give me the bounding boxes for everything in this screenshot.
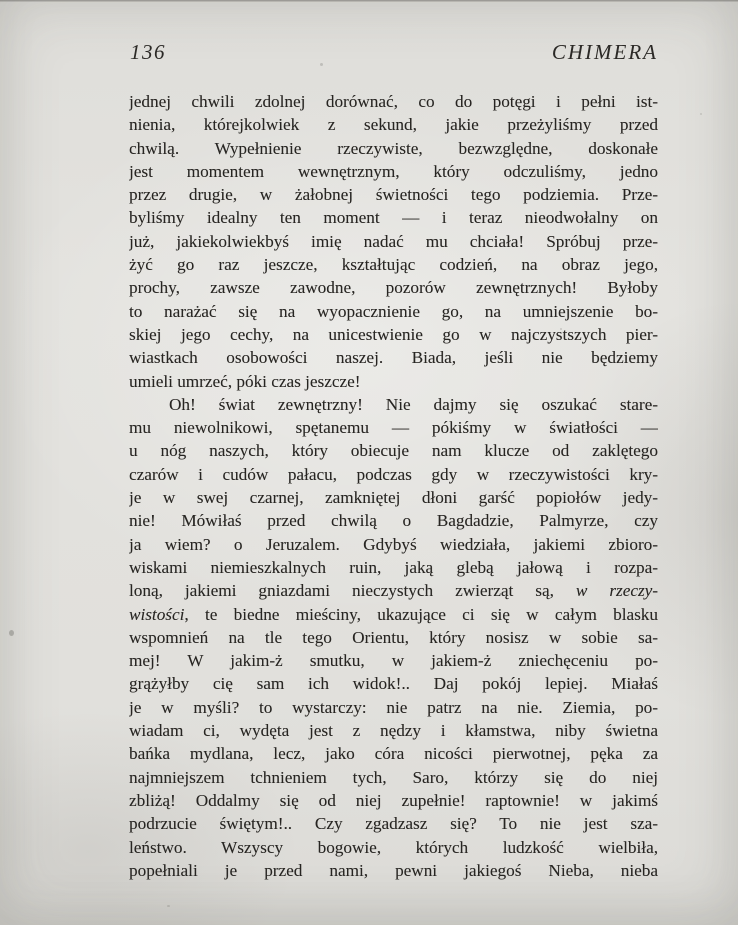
text-line: wspomnień na tle tego Orientu, który nosisz w sobie sa- xyxy=(129,627,658,647)
text-line: wiastkach osobowości naszej. Biada, jeśli nie będziemy xyxy=(129,348,658,368)
text-line: już, jakiekolwiekbyś imię nadać mu chciała! Spróbuj prze- xyxy=(129,231,658,251)
text-line: loną, jakiemi gniazdami nieczystych zwierząt są, w rzeczy- xyxy=(129,581,658,601)
text-line: je w myśli? to wystarczy: nie patrz na nie. Ziemia, po- xyxy=(129,697,658,717)
text-line: prochy, zawsze zawodne, pozorów zewnętrznych! Byłoby xyxy=(129,278,658,298)
journal-title: CHIMERA xyxy=(551,40,658,64)
text-line: mu niewolnikowi, spętanemu — pókiśmy w światłości — xyxy=(129,418,658,438)
text-line: wiadam ci, wydęta jest z nędzy i kłamstwa, niby świetna xyxy=(129,721,658,741)
text-line: wiskami niemieszkalnych ruin, jaką glebą jałową i rozpa- xyxy=(129,557,658,577)
text-line: byliśmy idealny ten moment — i teraz nieodwołalny on xyxy=(129,208,658,228)
text-line: zbliżą! Oddalmy się od niej zupełnie! raptownie! w jakimś xyxy=(129,790,658,810)
text-line: leństwo. Wszyscy bogowie, których ludzkość wielbiła, xyxy=(129,837,658,857)
text-line: wistości, te biedne mieściny, ukazujące ci się w całym blasku xyxy=(129,604,658,624)
paper-speck xyxy=(700,113,702,115)
text-line: skiej jego cechy, na unicestwienie go w najczystszych pier- xyxy=(129,324,658,344)
text-line: ja wiem? o Jeruzalem. Gdybyś wiedziała, jakiemi zbioro- xyxy=(129,534,658,554)
paper-speck xyxy=(560,328,562,330)
scan-edge-shadow xyxy=(0,0,738,2)
paper-speck xyxy=(320,63,323,66)
text-line: chwilą. Wypełnienie rzeczywiste, bezwzględne, doskonałe xyxy=(129,138,658,158)
page-header xyxy=(130,40,658,65)
text-line: to narażać się na wyopacznienie go, na umniejszenie bo- xyxy=(129,301,658,321)
page-number: 136 xyxy=(130,40,166,64)
paper-speck xyxy=(167,905,170,907)
text-line: je w swej czarnej, zamkniętej dłoni garść popiołów jedy- xyxy=(129,488,658,508)
text-line: przez drugie, w żałobnej świetności tego podziemia. Prze- xyxy=(129,185,658,205)
text-line: podrzucie świętym!.. Czy zgadzasz się? To nie jest sza- xyxy=(129,814,658,834)
text-line: jednej chwili zdolnej dorównać, co do potęgi i pełni ist- xyxy=(129,92,658,111)
text-line: najmniejszem tchnieniem tych, Saro, którzy się do niej xyxy=(129,767,658,787)
text-line: umieli umrzeć, póki czas jeszcze! xyxy=(129,371,361,391)
text-line: nienia, którejkolwiek z sekund, jakie przeżyliśmy przed xyxy=(129,115,658,135)
text-line: popełniali je przed nami, pewni jakiegoś Nieba, nieba xyxy=(129,860,658,880)
text-line: grążyłby cię sam ich widok!.. Daj pokój lepiej. Miałaś xyxy=(129,674,658,694)
text-line: Oh! świat zewnętrzny! Nie dajmy się oszukać stare- xyxy=(169,394,658,414)
text-line: czarów i cudów pałacu, podczas gdy w rzeczywistości kry- xyxy=(129,464,658,484)
text-line: bańka mydlana, lecz, jako córa nicości pierwotnej, pęka za xyxy=(129,744,658,764)
body-text xyxy=(129,90,658,882)
text-line: żyć go raz jeszcze, kształtując codzień, na obraz jego, xyxy=(129,255,658,275)
text-line: jest momentem wewnętrznym, który odczuliśmy, jedno xyxy=(129,161,658,181)
text-line: nie! Mówiłaś przed chwilą o Bagdadzie, Palmyrze, czy xyxy=(129,511,658,531)
paper-speck xyxy=(9,630,14,636)
text-line: mej! W jakim-ż smutku, w jakiem-ż zniechęceniu po- xyxy=(129,651,658,671)
text-line: u nóg naszych, który obiecuje nam klucze od zaklętego xyxy=(129,441,658,461)
